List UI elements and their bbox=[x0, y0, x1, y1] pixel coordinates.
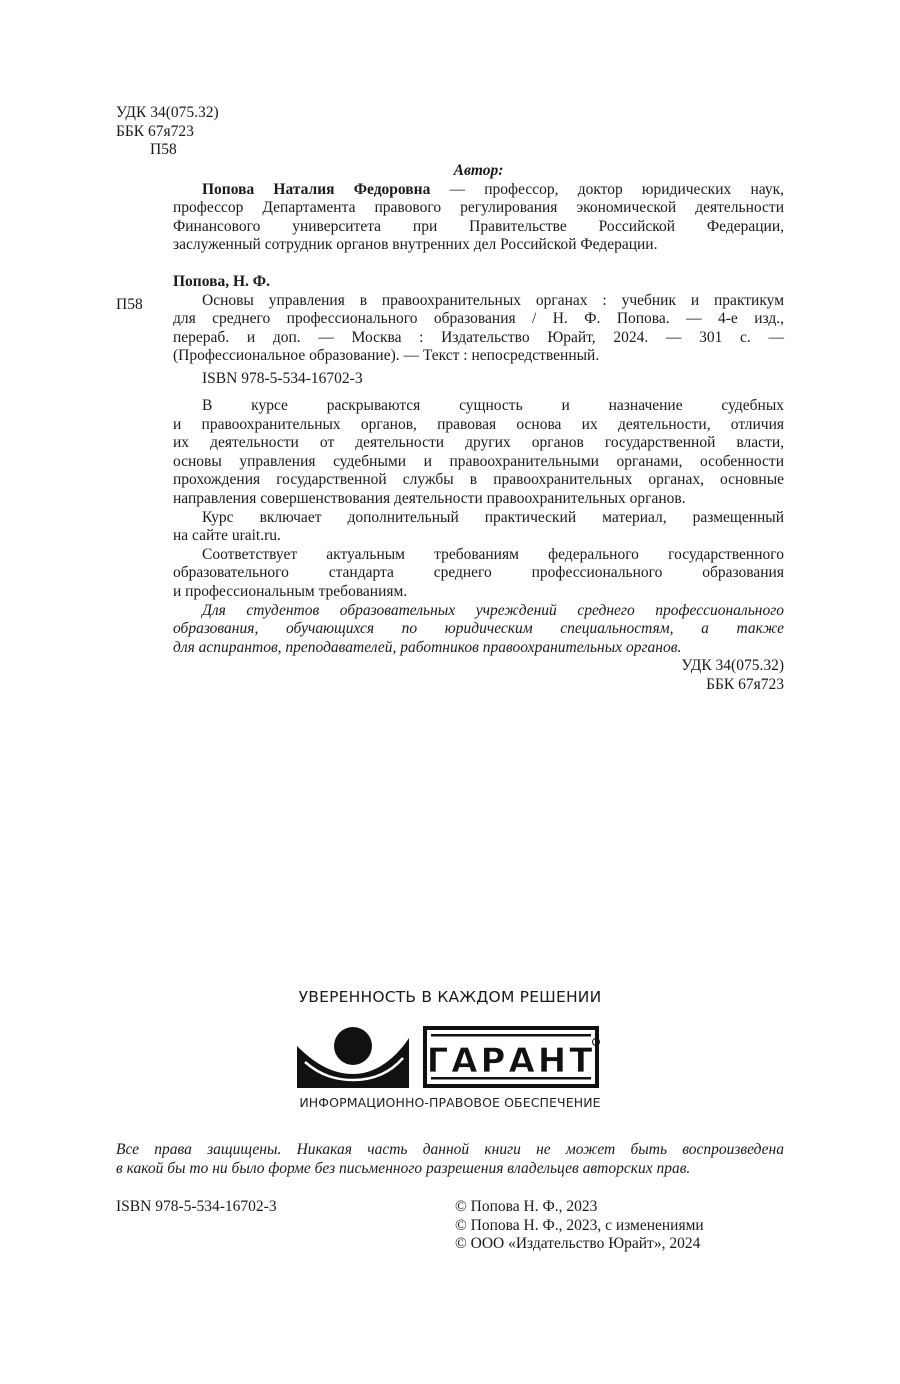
abstract-line: для аспирантов, преподавателей, работников правоохранительных органов. bbox=[173, 638, 682, 656]
bibliography-line-3: перераб. и доп. — Москва : Издательство Юрайт, 2024. — 301 с. — bbox=[173, 328, 784, 346]
abstract-line: основы управления судебными и правоохранительными органами, особенности bbox=[173, 452, 784, 470]
bibliography-isbn: ISBN 978-5-534-16702-3 bbox=[202, 369, 363, 387]
abstract-line: Соответствует актуальным требованиям федерального государственного bbox=[202, 545, 784, 563]
garant-tagline: ИНФОРМАЦИОННО-ПРАВОВОЕ ОБЕСПЕЧЕНИЕ bbox=[299, 1095, 601, 1110]
garant-logo-text: ГАРАНТ bbox=[426, 1041, 596, 1081]
copyright-line: © ООО «Издательство Юрайт», 2024 bbox=[455, 1235, 701, 1253]
author-line-2: профессор Департамента правового регулирования экономической деятельности bbox=[173, 199, 784, 217]
bibliography-heading: Попова, Н. Ф. bbox=[173, 273, 270, 290]
bibliography-line-4: (Профессиональное образование). — Текст : непосредственный. bbox=[173, 347, 600, 365]
classification-block bbox=[116, 104, 219, 160]
abstract-line: образовательного стандарта среднего профессионального образования bbox=[173, 564, 784, 582]
footer-isbn: ISBN 978-5-534-16702-3 bbox=[116, 1198, 277, 1215]
author-name: Попова Наталия Федоровна bbox=[202, 180, 431, 198]
abstract-line: прохождения государственной службы в правоохранительных органах, основные bbox=[173, 471, 784, 489]
abstract-line: и правоохранительных органов, правовая основа их деятельности, отличия bbox=[173, 415, 784, 433]
author-label: Автор: bbox=[453, 162, 504, 179]
rights-line: в какой бы то ни было форме без письменного разрешения владельцев авторских прав. bbox=[116, 1159, 691, 1177]
udk-code: УДК 34(075.32) bbox=[116, 104, 219, 121]
abstract-udk: УДК 34(075.32) bbox=[681, 657, 784, 675]
author-block bbox=[173, 162, 784, 255]
garant-slogan: УВЕРЕННОСТЬ В КАЖДОМ РЕШЕНИИ bbox=[298, 988, 602, 1006]
abstract-line: их деятельности от деятельности других органов государственной власти, bbox=[173, 434, 784, 452]
bibliography-code: П58 bbox=[116, 296, 143, 313]
author-line-1 bbox=[173, 181, 784, 200]
abstract-bbk: ББК 67я723 bbox=[706, 675, 784, 693]
bibliography-block bbox=[173, 273, 784, 389]
garant-logo bbox=[297, 1022, 603, 1090]
abstract-paragraph-3 bbox=[173, 546, 784, 602]
copyright-block bbox=[455, 1198, 704, 1254]
abstract-block bbox=[173, 397, 784, 695]
abstract-paragraph-1 bbox=[173, 397, 784, 509]
author-line-3: Финансового университета при Правительстве Российской Федерации, bbox=[173, 217, 784, 235]
bibliography-line-1: Основы управления в правоохранительных органах : учебник и практикум bbox=[202, 291, 784, 309]
abstract-line: В курсе раскрываются сущность и назначение судебных bbox=[202, 397, 784, 414]
copyright-line: © Попова Н. Ф., 2023 bbox=[455, 1198, 598, 1215]
author-title: — профессор, доктор юридических наук, bbox=[430, 180, 784, 198]
garant-logo-graphic bbox=[297, 1022, 603, 1090]
abstract-paragraph-2 bbox=[173, 509, 784, 546]
author-sign: П58 bbox=[150, 141, 177, 159]
rights-line: Все права защищены. Никакая часть данной книги не может быть воспроизведена bbox=[116, 1141, 784, 1158]
rights-notice bbox=[116, 1141, 784, 1178]
abstract-audience bbox=[173, 602, 784, 658]
abstract-line: и профессиональным требованиям. bbox=[173, 582, 408, 600]
abstract-line: направления совершенствования деятельности правоохранительных органов. bbox=[173, 489, 686, 507]
bibliography-line-2: для среднего профессионального образования / Н. Ф. Попова. — 4-е изд., bbox=[173, 310, 784, 328]
abstract-line: Курс включает дополнительный практический материал, размещенный bbox=[202, 508, 784, 526]
author-line-4: заслуженный сотрудник органов внутренних дел Российской Федерации. bbox=[173, 236, 658, 254]
abstract-line: образования, обучающихся по юридическим специальностям, а также bbox=[173, 620, 784, 638]
abstract-line: на сайте urait.ru. bbox=[173, 527, 281, 545]
garant-emblem-ball bbox=[334, 1027, 372, 1065]
copyright-line: © Попова Н. Ф., 2023, с изменениями bbox=[455, 1216, 704, 1234]
bbk-code: ББК 67я723 bbox=[116, 122, 194, 140]
abstract-line: Для студентов образовательных учреждений среднего профессионального bbox=[202, 601, 784, 619]
